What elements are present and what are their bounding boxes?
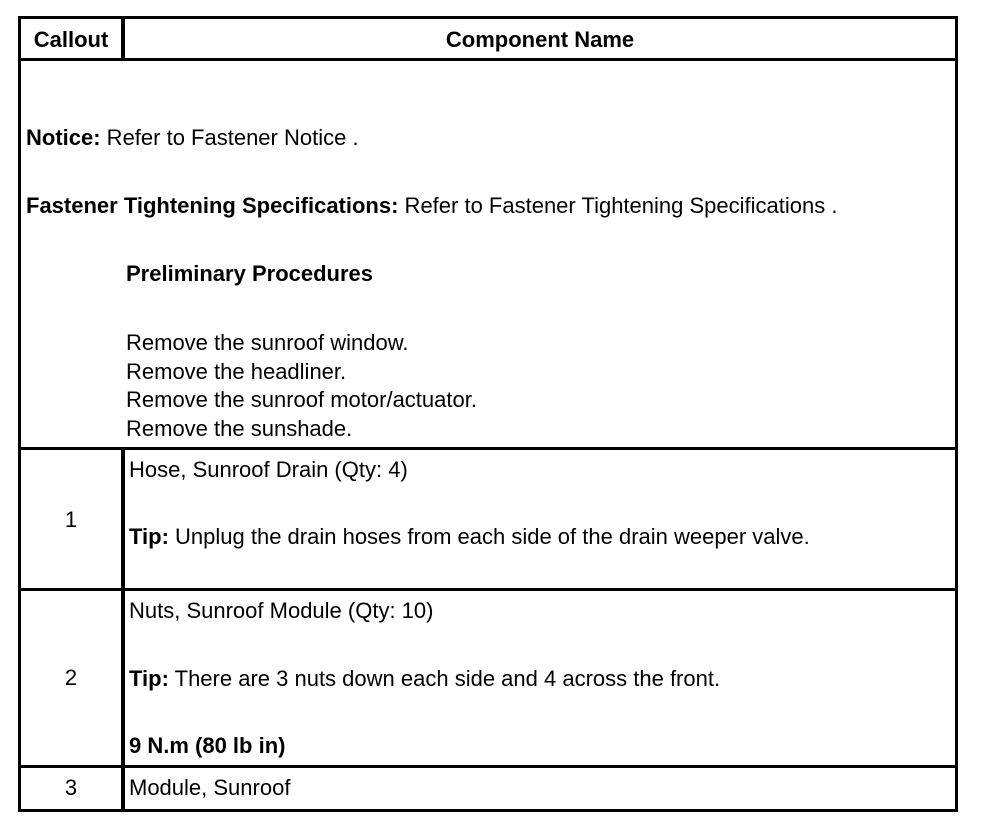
tip-label: Tip:	[129, 666, 169, 691]
row-2-name: Nuts, Sunroof Module (Qty: 10)	[129, 598, 434, 623]
row-divider-2	[18, 588, 958, 591]
step-item: Remove the sunroof window.	[126, 330, 409, 355]
step-item: Remove the sunroof motor/actuator.	[126, 387, 477, 413]
tip-text: There are 3 nuts down each side and 4 across the front.	[168, 666, 721, 691]
tip-label: Tip:	[129, 524, 169, 549]
header-divider	[18, 58, 958, 61]
tip-text: Unplug the drain hoses from each side of the drain weeper valve.	[168, 524, 810, 549]
step-item: Remove the headliner.	[126, 358, 347, 384]
preliminary-heading: Preliminary Procedures	[126, 261, 374, 286]
row-2-tip	[129, 666, 720, 692]
row-2-callout: 2	[64, 665, 78, 690]
spec-label: Fastener Tightening Specifications:	[26, 193, 399, 218]
row-1-name: Hose, Sunroof Drain (Qty: 4)	[129, 457, 408, 482]
preliminary-steps	[126, 329, 477, 444]
notice-text: Refer to Fastener Notice .	[100, 125, 359, 150]
row-3-name: Module, Sunroof	[129, 775, 291, 800]
spec-text: Refer to Fastener Tightening Specifications .	[398, 193, 838, 218]
step-item: Remove the sunshade.	[126, 416, 353, 442]
row-divider-3	[18, 765, 958, 768]
notice-label: Notice:	[26, 125, 101, 150]
header-component-name: Component Name	[445, 27, 635, 52]
header-callout: Callout	[33, 27, 109, 52]
spec-line	[26, 193, 837, 219]
row-1-tip	[129, 524, 810, 550]
row-2-torque: 9 N.m (80 lb in)	[129, 733, 286, 758]
row-3-callout: 3	[64, 775, 78, 800]
notice-line	[26, 125, 359, 151]
row-1-callout: 1	[64, 507, 78, 532]
row-divider-1	[18, 447, 958, 450]
column-divider-body	[121, 447, 125, 812]
